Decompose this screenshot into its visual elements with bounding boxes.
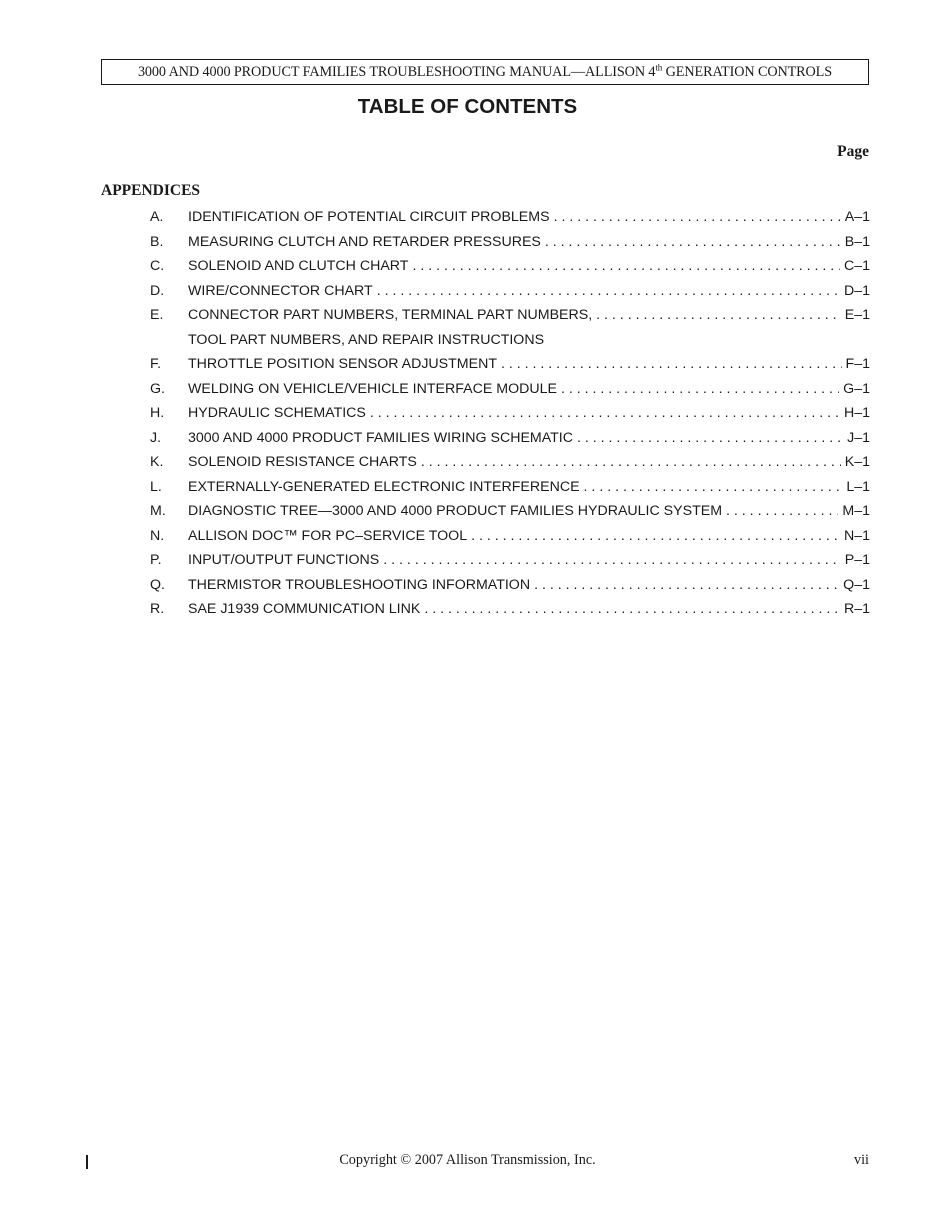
- toc-entry[interactable]: [150, 254, 870, 279]
- toc-dot-leader: [377, 279, 840, 304]
- toc-entry-page: R–1: [840, 597, 870, 622]
- toc-entry-line: [188, 597, 870, 622]
- toc-entry-page: N–1: [840, 524, 870, 549]
- toc-entry-continuation: TOOL PART NUMBERS, AND REPAIR INSTRUCTIONS: [188, 331, 545, 348]
- toc-entry-title: WIRE/CONNECTOR CHART: [188, 279, 377, 304]
- toc-entry-line: [188, 279, 870, 304]
- toc-entry-line: [188, 450, 870, 475]
- toc-entry-title: DIAGNOSTIC TREE—3000 AND 4000 PRODUCT FAMILIES HYDRAULIC SYSTEM: [188, 499, 726, 524]
- toc-dot-leader: [501, 352, 842, 377]
- toc-dot-leader: [584, 475, 843, 500]
- toc-entry[interactable]: [150, 573, 870, 598]
- section-heading: APPENDICES: [101, 182, 201, 199]
- toc-entry[interactable]: [150, 524, 870, 549]
- toc-entry-title: 3000 AND 4000 PRODUCT FAMILIES WIRING SCHEMATIC: [188, 426, 577, 451]
- toc-entry-title: ALLISON DOC™ FOR PC–SERVICE TOOL: [188, 524, 471, 549]
- toc-entry-line: [188, 352, 870, 377]
- toc-entry[interactable]: [150, 499, 870, 524]
- toc-entry-line: [188, 205, 870, 230]
- toc-dot-leader: [561, 377, 839, 402]
- toc-entry-page: G–1: [839, 377, 870, 402]
- toc-dot-leader: [412, 254, 840, 279]
- toc-entry-line: [188, 475, 870, 500]
- toc-entry-continuation-row: [150, 328, 870, 353]
- toc-entry-title: SAE J1939 COMMUNICATION LINK: [188, 597, 424, 622]
- toc-dot-leader: [424, 597, 840, 622]
- toc-entry-letter: A.: [150, 209, 164, 225]
- footer-copyright: Copyright © 2007 Allison Transmission, Inc.: [339, 1152, 596, 1168]
- toc-entry-letter: J.: [150, 429, 162, 446]
- toc-entry-page: Q–1: [839, 573, 870, 598]
- toc-entry[interactable]: [150, 475, 870, 500]
- toc-dot-leader: [421, 450, 841, 475]
- toc-dot-leader: [370, 401, 840, 426]
- toc-entry-line: [188, 401, 870, 426]
- toc-entry[interactable]: [150, 597, 870, 622]
- toc-entry-title: SOLENOID RESISTANCE CHARTS: [188, 450, 421, 475]
- toc-list: [150, 205, 870, 622]
- toc-entry-title: IDENTIFICATION OF POTENTIAL CIRCUIT PROBLEMS: [188, 205, 554, 230]
- toc-entry-title: MEASURING CLUTCH AND RETARDER PRESSURES: [188, 230, 545, 255]
- toc-entry-page: H–1: [840, 401, 870, 426]
- toc-entry[interactable]: [150, 279, 870, 304]
- toc-entry-letter: H.: [150, 405, 165, 421]
- toc-entry-letter: R.: [150, 601, 165, 617]
- toc-dot-leader: [545, 230, 841, 255]
- toc-entry-page: J–1: [843, 426, 870, 451]
- toc-entry-letter: K.: [150, 454, 164, 470]
- toc-entry-page: F–1: [842, 352, 870, 377]
- toc-entry-page: K–1: [841, 450, 870, 475]
- toc-entry-letter: C.: [150, 258, 165, 274]
- toc-entry-title: INPUT/OUTPUT FUNCTIONS: [188, 548, 383, 573]
- footer-page-number: vii: [854, 1152, 869, 1168]
- toc-entry-page: B–1: [841, 230, 870, 255]
- toc-entry-title: WELDING ON VEHICLE/VEHICLE INTERFACE MODULE: [188, 377, 561, 402]
- toc-dot-leader: [596, 303, 841, 328]
- toc-entry-title: THROTTLE POSITION SENSOR ADJUSTMENT: [188, 352, 501, 377]
- toc-entry-line: [188, 573, 870, 598]
- toc-entry[interactable]: [150, 426, 870, 451]
- toc-entry-letter: P.: [150, 552, 162, 568]
- toc-entry-letter: D.: [150, 282, 165, 299]
- toc-entry-letter: E.: [150, 307, 164, 323]
- toc-entry-page: M–1: [838, 499, 870, 524]
- toc-entry[interactable]: [150, 352, 870, 377]
- toc-entry-letter: L.: [150, 478, 162, 495]
- toc-entry-title: SOLENOID AND CLUTCH CHART: [188, 254, 412, 279]
- toc-entry-line: [188, 254, 870, 279]
- toc-entry-line: [188, 499, 870, 524]
- running-header-text: 3000 AND 4000 PRODUCT FAMILIES TROUBLESHOOTING MANUAL—ALLISON 4th GENERATION CONTROLS: [137, 61, 833, 80]
- toc-dot-leader: [534, 573, 839, 598]
- toc-entry[interactable]: [150, 230, 870, 255]
- toc-entry-letter: G.: [150, 380, 165, 397]
- toc-entry-line: [188, 426, 870, 451]
- toc-entry[interactable]: [150, 548, 870, 573]
- toc-dot-leader: [383, 548, 840, 573]
- toc-entry-page: D–1: [840, 279, 870, 304]
- toc-entry-page: E–1: [841, 303, 870, 328]
- toc-dot-leader: [554, 205, 841, 230]
- toc-entry-line: [188, 548, 870, 573]
- toc-entry-line: [188, 230, 870, 255]
- toc-entry-letter: F.: [150, 356, 162, 372]
- page-title: TABLE OF CONTENTS: [357, 95, 578, 118]
- toc-entry-page: C–1: [840, 254, 870, 279]
- toc-dot-leader: [726, 499, 838, 524]
- page-column-label: Page: [837, 143, 869, 160]
- toc-entry-letter: B.: [150, 233, 164, 250]
- toc-entry-page: A–1: [841, 205, 870, 230]
- toc-entry[interactable]: [150, 377, 870, 402]
- toc-entry-title: THERMISTOR TROUBLESHOOTING INFORMATION: [188, 573, 534, 598]
- toc-entry[interactable]: [150, 401, 870, 426]
- toc-entry-title: CONNECTOR PART NUMBERS, TERMINAL PART NUMBERS,: [188, 303, 596, 328]
- toc-entry-page: P–1: [841, 548, 870, 573]
- toc-entry-title: EXTERNALLY-GENERATED ELECTRONIC INTERFERENCE: [188, 475, 584, 500]
- running-header: [101, 59, 869, 85]
- toc-dot-leader: [471, 524, 840, 549]
- toc-entry-page: L–1: [842, 475, 870, 500]
- toc-entry-letter: N.: [150, 527, 165, 544]
- toc-entry[interactable]: [150, 303, 870, 328]
- toc-entry-letter: M.: [150, 503, 166, 519]
- toc-entry-line: [188, 303, 870, 328]
- toc-entry[interactable]: [150, 205, 870, 230]
- toc-entry[interactable]: [150, 450, 870, 475]
- toc-entry-line: [188, 524, 870, 549]
- toc-entry-line: [188, 377, 870, 402]
- toc-entry-letter: Q.: [150, 576, 165, 593]
- toc-entry-title: HYDRAULIC SCHEMATICS: [188, 401, 370, 426]
- toc-dot-leader: [577, 426, 843, 451]
